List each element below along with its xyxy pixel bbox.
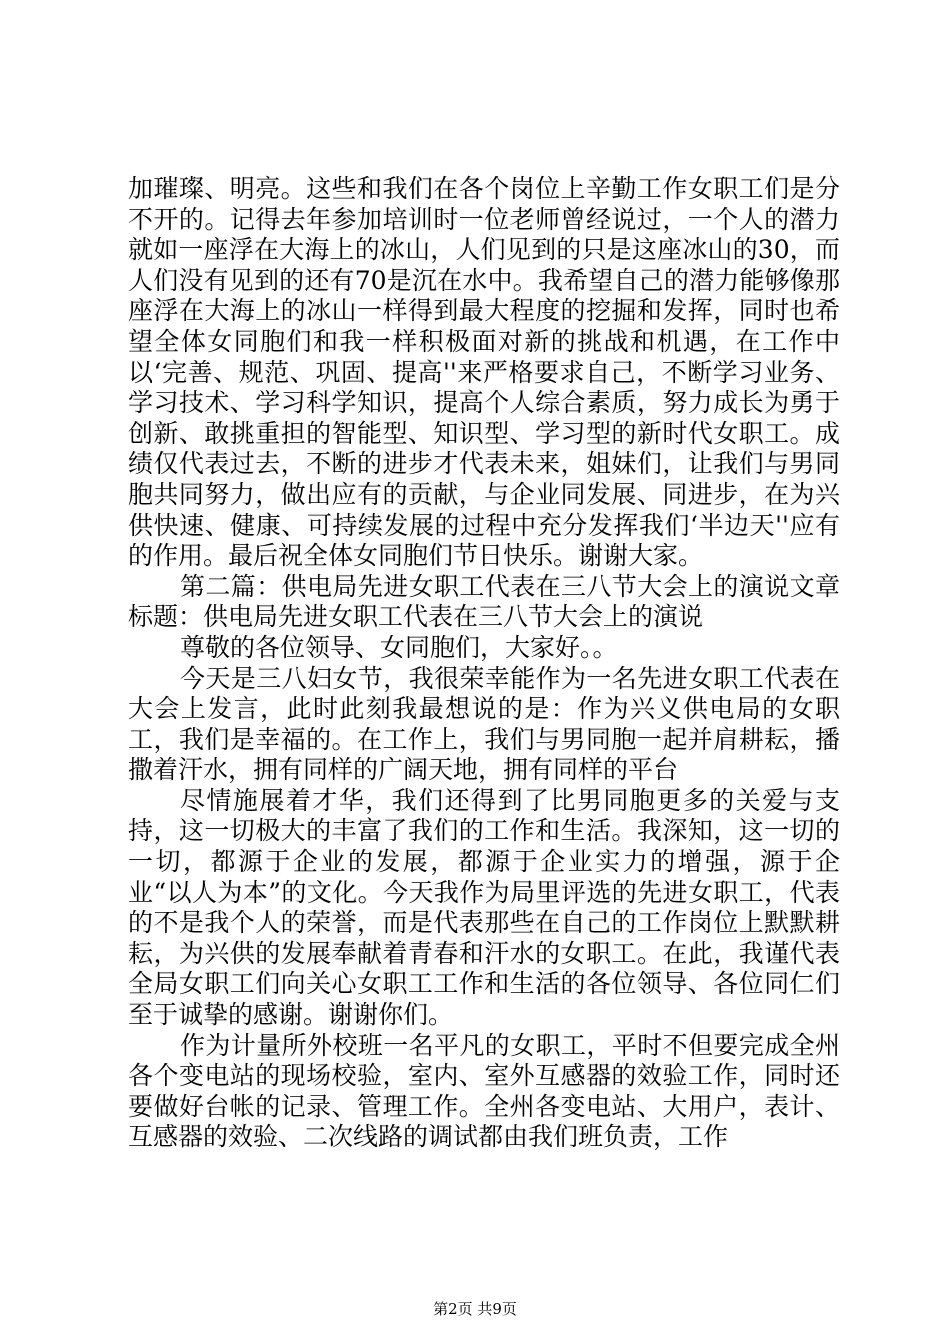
paragraph-opening: 今天是三八妇女节，我很荣幸能作为一名先进女职工代表在大会上发言，此时此刻我最想说的是：作为兴义供电局的女职工，我们是幸福的。在工作上，我们与男同胞一起并肩耕耘，播撒着汗水，拥有同样的广阔天地，拥有同样的平台 (128, 663, 840, 785)
document-body (128, 174, 840, 1153)
paragraph-gratitude: 尽情施展着才华，我们还得到了比男同胞更多的关爱与支持，这一切极大的丰富了我们的工作和生活。我深知，这一切的一切，都源于企业的发展，都源于企业实力的增强，源于企业“以人为本”的文化。今天我作为局里评选的先进女职工，代表的不是我个人的荣誉，而是代表那些在自己的工作岗位上默默耕耘，为兴供的发展奉献着青春和汗水的女职工。在此，我谨代表全局女职工们向关心女职工工作和生活的各位领导、各位同仁们至于诚挚的感谢。谢谢你们。 (128, 785, 840, 1030)
paragraph-greeting: 尊敬的各位领导、女同胞们，大家好。。 (180, 632, 618, 662)
paragraph-continuation: 加璀璨、明亮。这些和我们在各个岗位上辛勤工作女职工们是分不开的。记得去年参加培训时一位老师曾经说过，一个人的潜力就如一座浮在大海上的冰山，人们见到的只是这座冰山的30，而人们没有见到的还有70是沉在水中。我希望自己的潜力能够像那座浮在大海上的冰山一样得到最大程度的挖掘和发挥，同时也希望全体女同胞们和我一样积极面对新的挑战和机遇，在工作中以‘完善、规范、巩固、提高''来严格要求自己，不断学习业务、学习技术、学习科学知识，提高个人综合素质，努力成长为勇于创新、敢挑重担的智能型、知识型、学习型的新时代女职工。成绩仅代表过去，不断的进步才代表未来，姐妹们，让我们与男同胞共同努力，做出应有的贡献，与企业同发展、同进步，在为兴供快速、健康、可持续发展的过程中充分发挥我们‘半边天''应有的作用。最后祝全体女同胞们节日快乐。谢谢大家。 (128, 174, 840, 571)
page-number-footer: 第2页 共9页 (433, 1300, 517, 1318)
paragraph-section-title: 第二篇：供电局先进女职工代表在三八节大会上的演说文章标题：供电局先进女职工代表在三八节大会上的演说 (128, 571, 840, 632)
paragraph-work-description: 作为计量所外校班一名平凡的女职工，平时不但要完成全州各个变电站的现场校验，室内、室外互感器的效验工作，同时还要做好台帐的记录、管理工作。全州各变电站、大用户，表计、互感器的效验、二次线路的调试都由我们班负责，工作 (128, 1030, 840, 1152)
